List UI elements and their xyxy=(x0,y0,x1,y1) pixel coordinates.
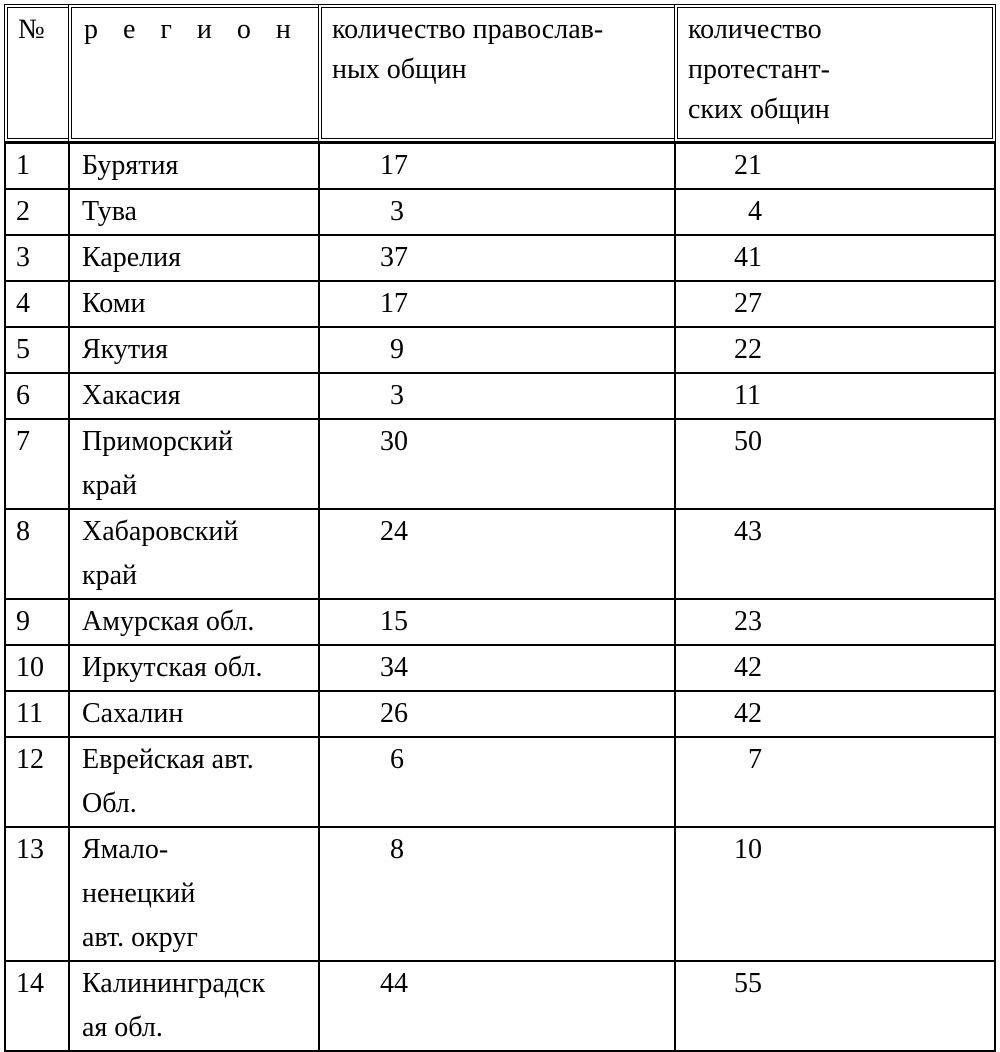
table-row xyxy=(4,736,996,826)
row-number: 8 xyxy=(4,508,68,598)
row-orthodox-count: 3 xyxy=(318,188,674,234)
region-line: Коми xyxy=(82,288,146,319)
row-region xyxy=(68,418,318,508)
row-region xyxy=(68,142,318,188)
region-line: Сахалин xyxy=(82,698,184,729)
region-line: Тува xyxy=(82,196,137,227)
row-protestant-count: 27 xyxy=(674,280,996,326)
region-line: край xyxy=(82,560,138,591)
header-region: р е г и о н xyxy=(68,4,318,142)
region-line: Хабаровский xyxy=(82,516,239,547)
header-protestant-line: протестант- xyxy=(688,54,830,85)
row-region xyxy=(68,690,318,736)
region-line: Якутия xyxy=(82,334,168,365)
row-orthodox-count: 6 xyxy=(318,736,674,826)
row-protestant-count: 4 xyxy=(674,188,996,234)
row-number: 10 xyxy=(4,644,68,690)
region-line: ая обл. xyxy=(82,1012,163,1043)
table-row xyxy=(4,234,996,280)
header-protestant-count xyxy=(674,4,996,142)
header-orthodox-count xyxy=(318,4,674,142)
region-line: авт. округ xyxy=(82,922,198,953)
row-orthodox-count: 15 xyxy=(318,598,674,644)
header-row xyxy=(4,4,996,142)
table-row xyxy=(4,826,996,960)
region-line: Карелия xyxy=(82,242,181,273)
row-protestant-count: 10 xyxy=(674,826,996,960)
row-number: 1 xyxy=(4,142,68,188)
region-line: Иркутская обл. xyxy=(82,652,263,683)
row-region xyxy=(68,234,318,280)
region-line: Хакасия xyxy=(82,380,181,411)
header-protestant-line: ских общин xyxy=(688,94,830,125)
table-row xyxy=(4,142,996,188)
row-region xyxy=(68,372,318,418)
row-number: 2 xyxy=(4,188,68,234)
document-page xyxy=(4,4,996,1052)
row-number: 13 xyxy=(4,826,68,960)
row-number: 11 xyxy=(4,690,68,736)
table-row xyxy=(4,326,996,372)
region-line: край xyxy=(82,470,138,501)
row-orthodox-count: 26 xyxy=(318,690,674,736)
table-row xyxy=(4,372,996,418)
region-line: Амурская обл. xyxy=(82,606,255,637)
row-region xyxy=(68,326,318,372)
table-row xyxy=(4,508,996,598)
row-orthodox-count: 3 xyxy=(318,372,674,418)
table-row xyxy=(4,960,996,1052)
row-number: 9 xyxy=(4,598,68,644)
region-line: ненецкий xyxy=(82,878,196,909)
header-orthodox-line: ных общин xyxy=(332,54,467,85)
region-line: Еврейская авт. xyxy=(82,744,254,775)
table-row xyxy=(4,188,996,234)
region-line: Калининградск xyxy=(82,968,266,999)
row-protestant-count: 43 xyxy=(674,508,996,598)
header-protestant-line: количество xyxy=(688,14,822,45)
row-number: 5 xyxy=(4,326,68,372)
row-orthodox-count: 8 xyxy=(318,826,674,960)
row-protestant-count: 50 xyxy=(674,418,996,508)
table-row xyxy=(4,644,996,690)
row-protestant-count: 55 xyxy=(674,960,996,1052)
region-line: Бурятия xyxy=(82,150,179,181)
row-number: 12 xyxy=(4,736,68,826)
row-protestant-count: 41 xyxy=(674,234,996,280)
row-protestant-count: 21 xyxy=(674,142,996,188)
row-region xyxy=(68,826,318,960)
row-orthodox-count: 34 xyxy=(318,644,674,690)
row-orthodox-count: 24 xyxy=(318,508,674,598)
row-orthodox-count: 30 xyxy=(318,418,674,508)
row-region xyxy=(68,960,318,1052)
row-protestant-count: 11 xyxy=(674,372,996,418)
row-number: 3 xyxy=(4,234,68,280)
row-protestant-count: 42 xyxy=(674,644,996,690)
row-number: 14 xyxy=(4,960,68,1052)
row-protestant-count: 23 xyxy=(674,598,996,644)
row-protestant-count: 22 xyxy=(674,326,996,372)
row-orthodox-count: 9 xyxy=(318,326,674,372)
table-row xyxy=(4,418,996,508)
region-line: Приморский xyxy=(82,426,233,457)
table-body xyxy=(4,142,996,1052)
row-region xyxy=(68,598,318,644)
row-region xyxy=(68,188,318,234)
row-protestant-count: 7 xyxy=(674,736,996,826)
row-region xyxy=(68,508,318,598)
row-region xyxy=(68,280,318,326)
row-number: 7 xyxy=(4,418,68,508)
table-row xyxy=(4,690,996,736)
table-header xyxy=(4,4,996,142)
row-number: 4 xyxy=(4,280,68,326)
row-protestant-count: 42 xyxy=(674,690,996,736)
table-row xyxy=(4,598,996,644)
row-region xyxy=(68,736,318,826)
row-orthodox-count: 37 xyxy=(318,234,674,280)
region-line: Ямало- xyxy=(82,834,169,865)
row-orthodox-count: 44 xyxy=(318,960,674,1052)
row-orthodox-count: 17 xyxy=(318,280,674,326)
header-orthodox-line: количество православ- xyxy=(332,14,604,45)
row-region xyxy=(68,644,318,690)
region-line: Обл. xyxy=(82,788,137,819)
table-row xyxy=(4,280,996,326)
row-orthodox-count: 17 xyxy=(318,142,674,188)
row-number: 6 xyxy=(4,372,68,418)
header-number: № xyxy=(4,4,68,142)
communities-table xyxy=(4,4,996,1052)
